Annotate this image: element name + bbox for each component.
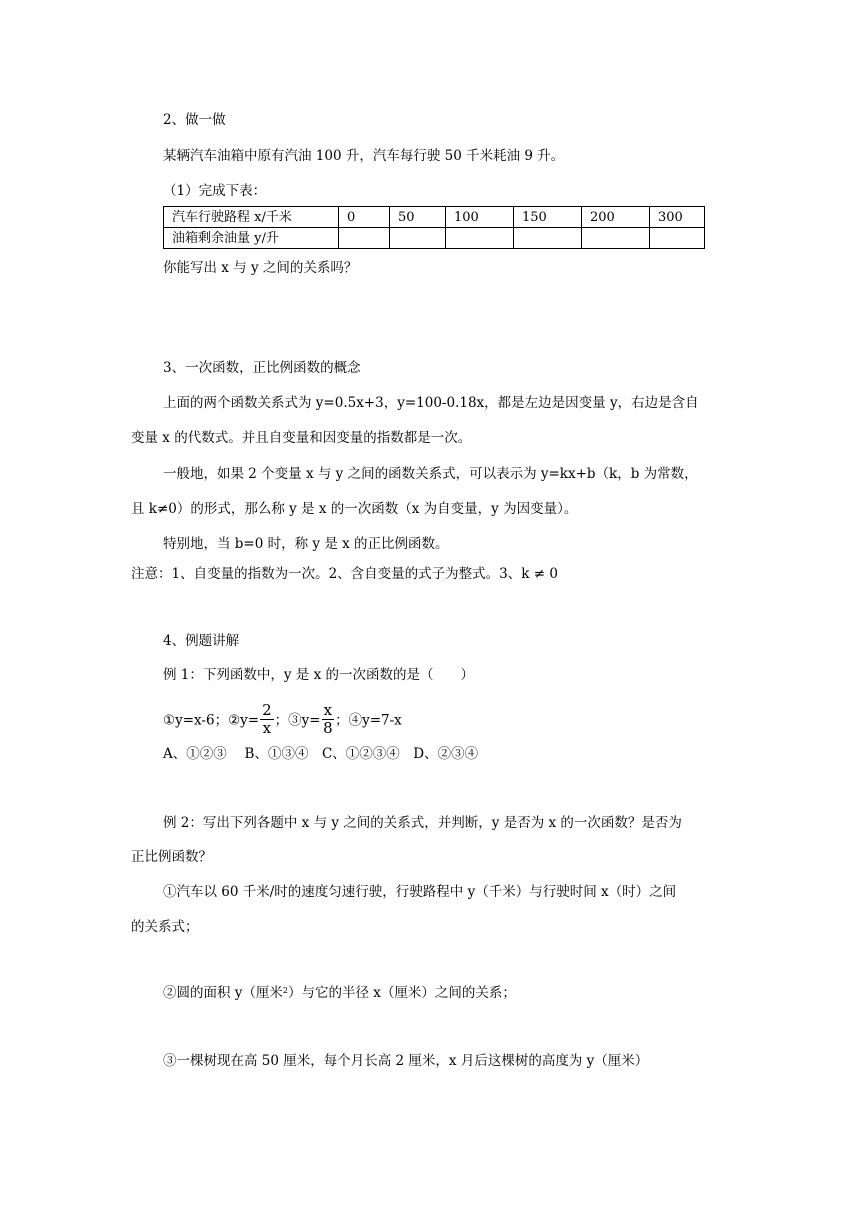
example-2-line-1: 例 2：写出下列各题中 x 与 y 之间的关系式，并判断，y 是否为 x 的一次函数？是否为 (163, 815, 682, 831)
table-row-distance (164, 207, 705, 228)
example-1-choices: A、①②③ B、①③④ C、①②③④ D、②③④ (163, 746, 479, 762)
section-4-heading: 4、例题讲解 (163, 633, 240, 649)
note-line: 注意：1、自变量的指数为一次。2、含自变量的式子为整式。3、k ≠ 0 (131, 566, 558, 582)
table-cell-empty (650, 228, 705, 249)
paragraph-3: 特别地，当 b=0 时，称 y 是 x 的正比例函数。 (163, 536, 449, 552)
table-cell: 50 (390, 207, 446, 228)
example-2-line-2: 正比例函数？ (131, 849, 212, 865)
table-header-distance: 汽车行驶路程 x/千米 (164, 207, 339, 228)
table-cell-empty (339, 228, 390, 249)
paragraph-1-line-2: 变量 x 的代数式。并且自变量和因变量的指数都是一次。 (131, 430, 472, 446)
example-2-q2 (163, 983, 516, 1003)
example-2-q1-line-2: 的关系式； (131, 919, 199, 935)
example-2-q1-line-1: ①汽车以 60 千米/时的速度匀速行驶，行驶路程中 y（千米）与行驶时间 x（时）之间 (163, 884, 677, 900)
relation-question: 你能写出 x 与 y 之间的关系吗？ (163, 260, 358, 276)
option-text: ；④y=7-x (335, 712, 402, 729)
example-1-options (163, 701, 402, 738)
fraction-numerator: 2 (262, 701, 272, 719)
table-cell: 150 (514, 207, 582, 228)
example-2-q3: ③一棵树现在高 50 厘米，每个月长高 2 厘米，x 月后这棵树的高度为 y（厘米） (163, 1053, 649, 1069)
table-cell: 300 (650, 207, 705, 228)
table-header-fuel: 油箱剩余油量 y/升 (164, 228, 339, 249)
paragraph-2-line-2: 且 k≠0）的形式，那么称 y 是 x 的一次函数（x 为自变量，y 为因变量）。 (131, 501, 578, 517)
table-cell: 100 (446, 207, 514, 228)
fraction-x-over-8 (322, 702, 334, 736)
example-1-stem: 例 1：下列函数中，y 是 x 的一次函数的是（ ） (163, 667, 474, 683)
table-cell-empty (582, 228, 650, 249)
fraction-denominator: 8 (323, 719, 333, 737)
fraction-numerator: x (323, 701, 333, 719)
section-3-heading: 3、一次函数，正比例函数的概念 (163, 360, 361, 376)
data-table (163, 206, 705, 249)
fraction-denominator: x (262, 719, 272, 737)
section-2-heading: 2、做一做 (163, 112, 226, 128)
paragraph-1-line-1: 上面的两个函数关系式为 y=0.5x+3，y=100-0.18x，都是左边是因变量 y，右边是含自 (163, 395, 699, 411)
fraction-2-over-x (260, 702, 274, 736)
table-cell-empty (514, 228, 582, 249)
table-cell-empty (446, 228, 514, 249)
q2-text: ）与它的半径 x（厘米）之间的关系； (288, 985, 516, 1001)
superscript-2: 2 (282, 986, 289, 995)
table-cell: 0 (339, 207, 390, 228)
q2-text: ②圆的面积 y（厘米 (163, 985, 283, 1001)
table-cell: 200 (582, 207, 650, 228)
table-cell-empty (390, 228, 446, 249)
problem-statement: 某辆汽车油箱中原有汽油 100 升，汽车每行驶 50 千米耗油 9 升。 (163, 148, 565, 164)
option-text: ；③y= (274, 712, 321, 729)
table-row-fuel (164, 228, 705, 249)
task-label: （1）完成下表： (163, 183, 267, 199)
paragraph-2-line-1: 一般地，如果 2 个变量 x 与 y 之间的函数关系式，可以表示为 y=kx+b（k，b 为常数， (163, 466, 698, 482)
option-text: ①y=x-6；②y= (163, 712, 260, 729)
